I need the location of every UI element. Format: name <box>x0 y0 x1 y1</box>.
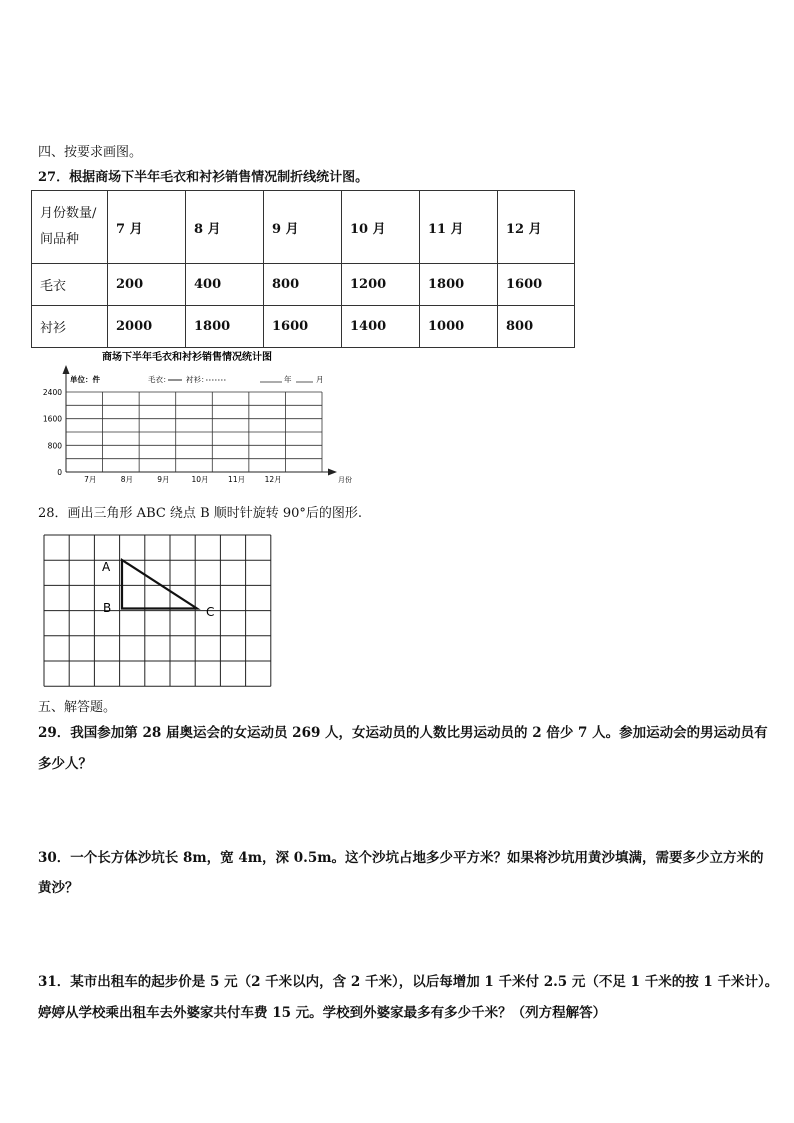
table-cell: 400 <box>186 264 264 306</box>
date-year: 年 <box>284 375 292 384</box>
chart-y-ticks <box>43 388 62 477</box>
table-cell: 800 <box>498 306 575 348</box>
table-header-month: 7 月 <box>108 191 186 264</box>
table-cell: 1600 <box>498 264 575 306</box>
row-label-sweater: 毛衣 <box>32 264 108 306</box>
x-tick-label: 12月 <box>264 475 282 484</box>
q30-line-1: 30．一个长方体沙坑长 8m，宽 4m，深 0.5m。这个沙坑占地多少平方米？如果将沙坑用黄沙填满，需要多少立方米的 <box>38 850 764 866</box>
q30-line-2: 黄沙？ <box>38 880 79 896</box>
x-tick-label: 10月 <box>191 475 209 484</box>
corner-line-2: 间品种 <box>40 232 80 247</box>
q31-line-1: 31．某市出租车的起步价是 5 元（2 千米以内，含 2 千米），以后每增加 1 千米付 2.5 元（不足 1 千米的按 1 千米计）。 <box>38 974 779 990</box>
chart-unit: 单位：件 <box>70 375 100 384</box>
q31-line-2: 婷婷从学校乘出租车去外婆家共付车费 15 元。学校到外婆家最多有多少千米？（列方程解答） <box>38 1005 607 1021</box>
x-axis-unit: 月份 <box>338 476 352 484</box>
table-cell: 1200 <box>342 264 420 306</box>
q28-text: 28．画出三角形 ABC 绕点 B 顺时针旋转 90°后的图形. <box>38 506 363 521</box>
x-tick-label: 11月 <box>228 475 246 484</box>
x-tick-label: 7月 <box>84 475 97 484</box>
y-tick-label: 0 <box>57 468 62 477</box>
table-header-month: 8 月 <box>186 191 264 264</box>
table-cell: 800 <box>264 264 342 306</box>
legend-shirt: 衬衫： <box>186 375 209 384</box>
section-5-title: 五、解答题。 <box>38 700 117 715</box>
corner-line-1: 月份数量/ <box>40 206 97 221</box>
q29-line-2: 多少人？ <box>38 756 92 772</box>
rotation-grid <box>40 530 276 692</box>
table-row <box>32 264 575 306</box>
blank-line-chart <box>30 348 360 488</box>
q27-text: 27．根据商场下半年毛衣和衬衫销售情况制折线统计图。 <box>38 170 369 185</box>
table-header-month: 12 月 <box>498 191 575 264</box>
label-c: C <box>206 605 215 619</box>
table-cell: 1800 <box>420 264 498 306</box>
q29-line-1: 29．我国参加第 28 届奥运会的女运动员 269 人，女运动员的人数比男运动员的 2 倍少 7 人。参加运动会的男运动员有 <box>38 725 768 741</box>
x-axis-arrow <box>328 469 337 476</box>
table-cell: 2000 <box>108 306 186 348</box>
legend-sweater: 毛衣： <box>148 375 171 384</box>
table-corner-cell <box>32 191 108 264</box>
table-cell: 1400 <box>342 306 420 348</box>
x-tick-label: 9月 <box>157 475 170 484</box>
table-header-month: 9 月 <box>264 191 342 264</box>
label-b: B <box>103 601 112 615</box>
table-cell: 1000 <box>420 306 498 348</box>
table-header-month: 11 月 <box>420 191 498 264</box>
square-grid <box>44 535 271 686</box>
date-month: 月 <box>316 375 324 384</box>
y-tick-label: 800 <box>47 441 62 451</box>
chart-x-ticks <box>84 475 282 484</box>
sales-table <box>31 190 575 348</box>
label-a: A <box>102 560 111 574</box>
table-cell: 200 <box>108 264 186 306</box>
chart-grid <box>66 392 322 472</box>
y-tick-label: 1600 <box>42 414 62 424</box>
table-header-month: 10 月 <box>342 191 420 264</box>
y-axis-arrow <box>63 365 70 374</box>
section-4-title: 四、按要求画图。 <box>38 145 143 160</box>
table-cell: 1800 <box>186 306 264 348</box>
chart-title: 商场下半年毛衣和衬衫销售情况统计图 <box>102 352 272 363</box>
triangle-abc <box>122 560 197 609</box>
table-row <box>32 306 575 348</box>
table-cell: 1600 <box>264 306 342 348</box>
row-label-shirt: 衬衫 <box>32 306 108 348</box>
y-tick-label: 2400 <box>42 388 62 397</box>
x-tick-label: 8月 <box>120 475 133 484</box>
